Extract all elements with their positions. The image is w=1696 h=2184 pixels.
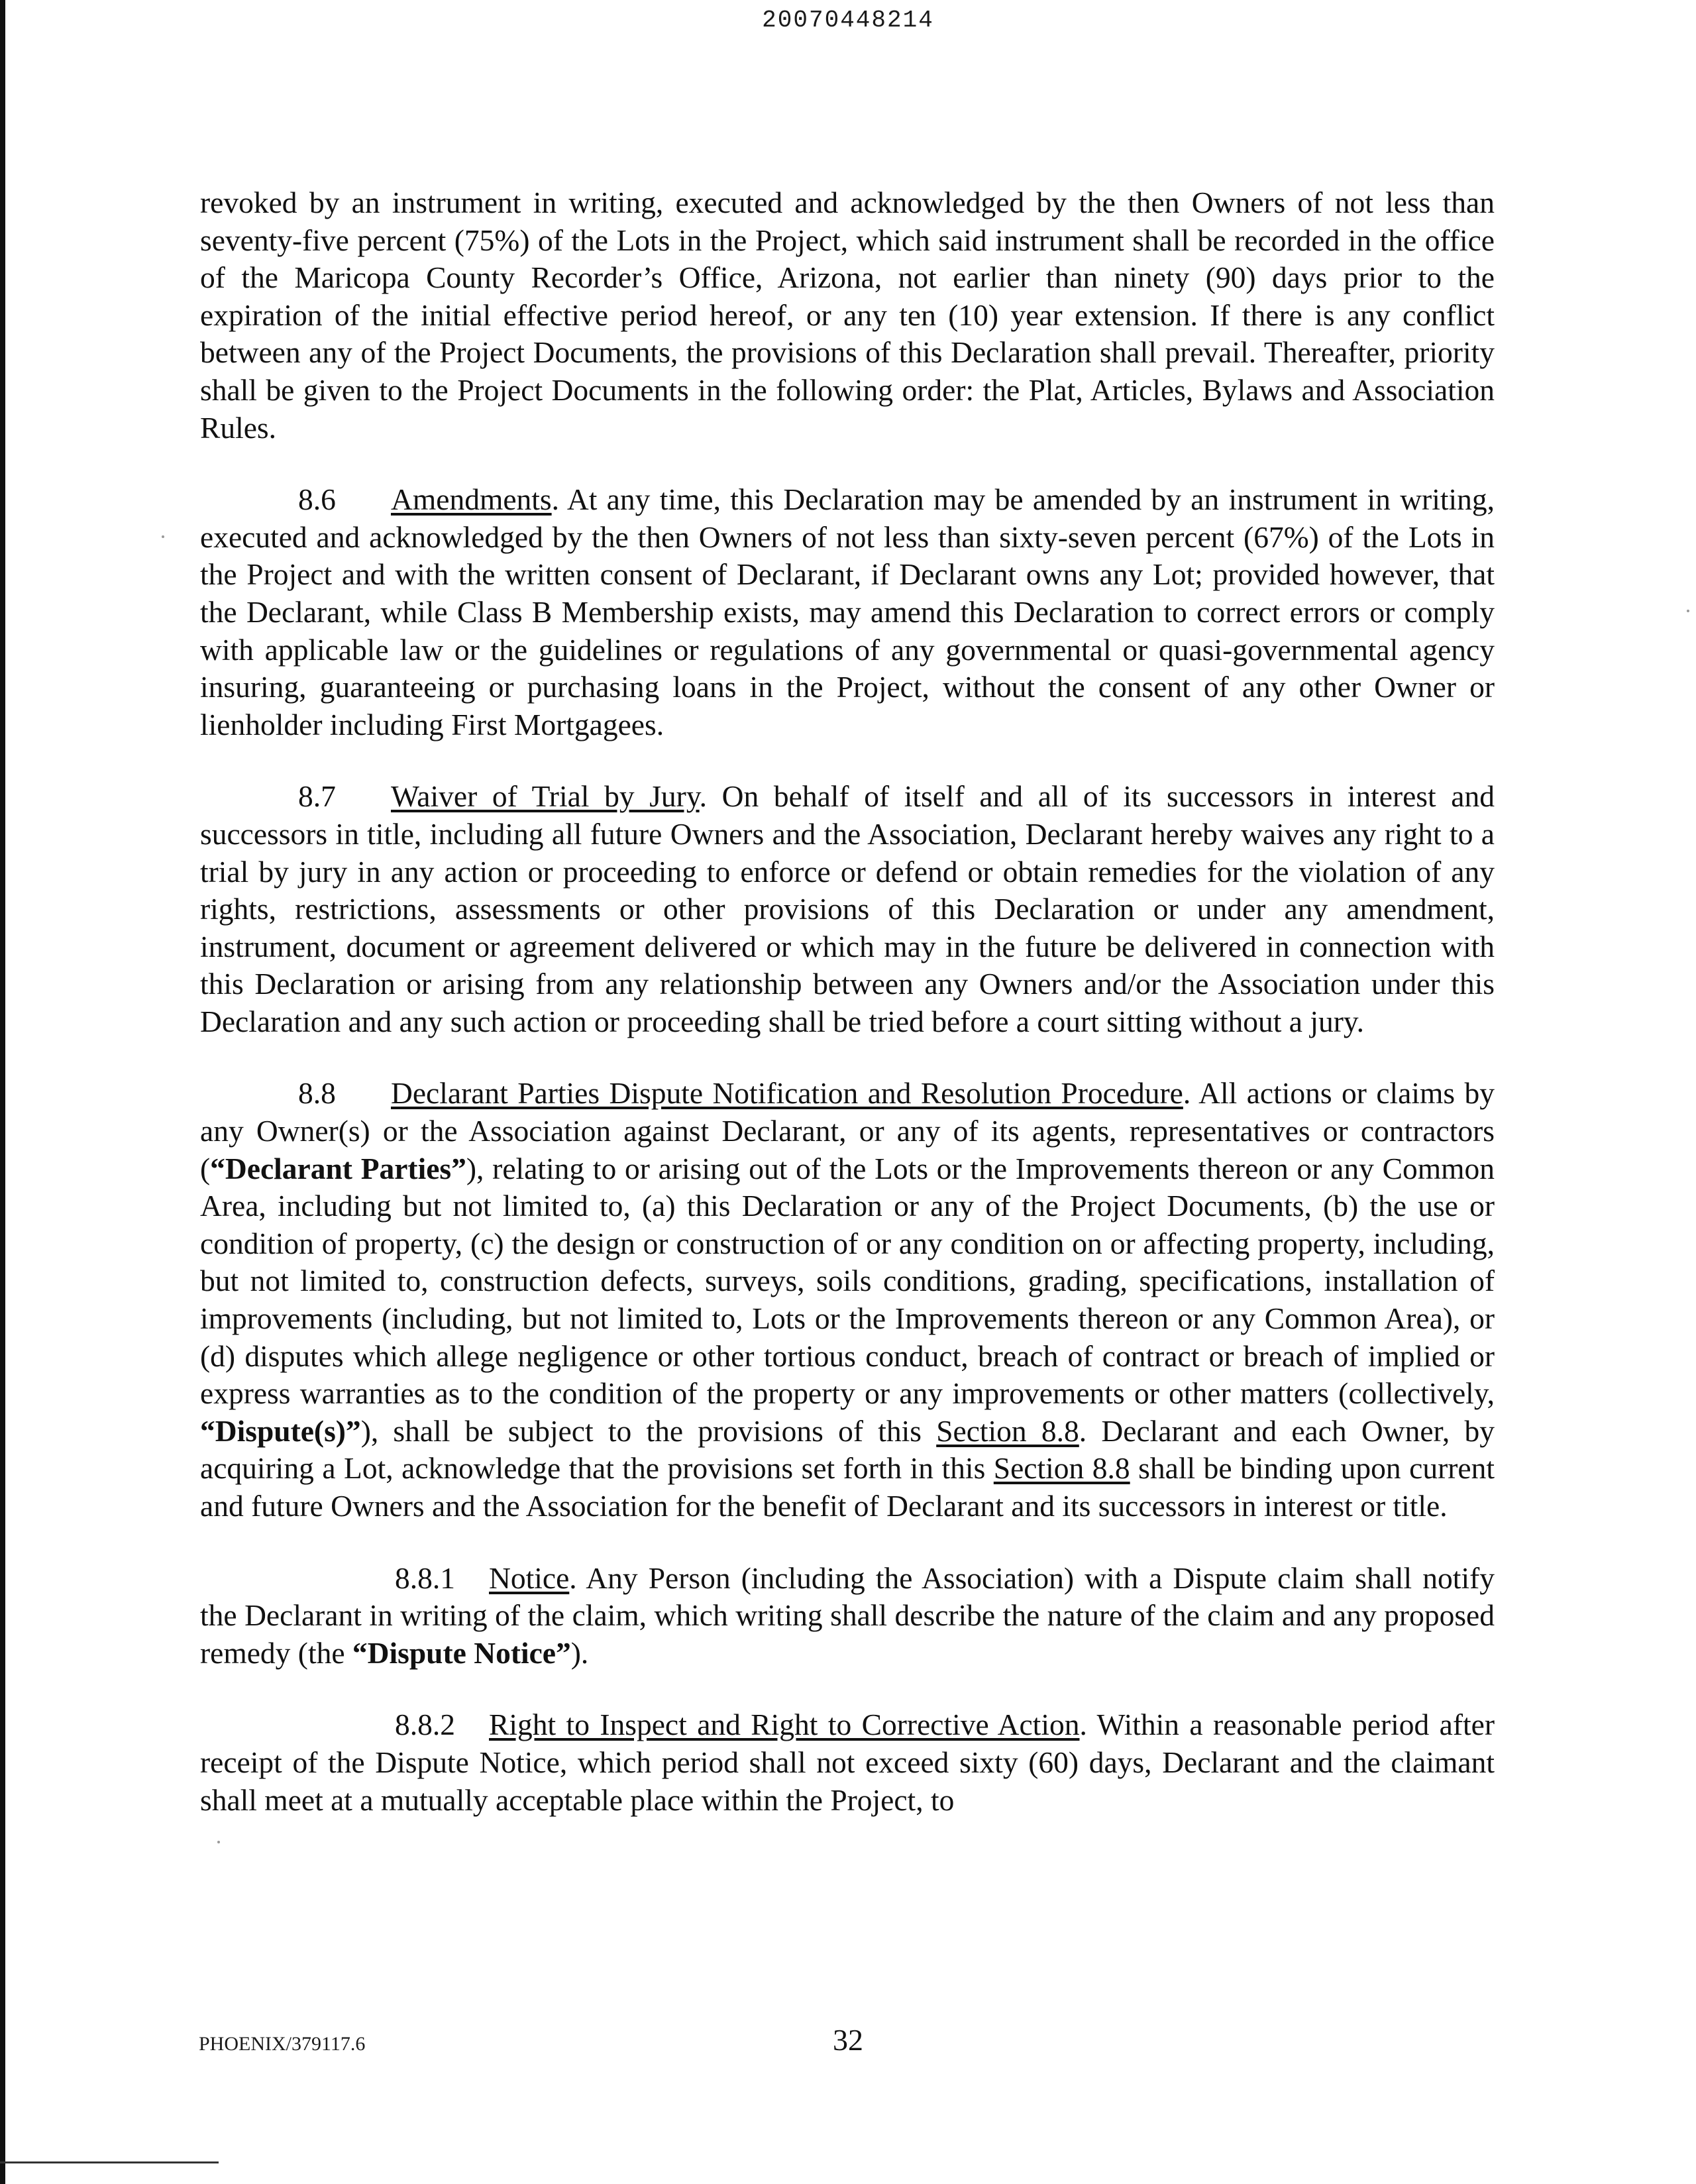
defined-term: “Dispute(s)” — [200, 1413, 361, 1448]
section-heading: Declarant Parties Dispute Notification and Resolution Procedure — [391, 1076, 1183, 1111]
section-8-8-1 — [200, 1560, 1495, 1672]
scan-speck — [217, 1841, 220, 1843]
section-heading: Right to Inspect and Right to Corrective Action — [489, 1708, 1080, 1742]
section-text: . On behalf of itself and all of its successors in interest and successors in title, including all future Owners and the Association, Declarant hereby waives any right to a trial by jury in any action or proceeding to enforce or defend or obtain remedies for the violation of any rights, restrictions, assessments or other provisions of this Declaration or under any amendment, instrument, document or agreement delivered or which may in the future be delivered in connection with this Declaration or arising from any relationship between any Owners and/or the Association under this Declaration and any such action or proceeding shall be tried before a court sitting without a jury. — [200, 779, 1495, 1038]
defined-term: “Dispute Notice” — [352, 1635, 571, 1670]
section-text: shall be binding upon current and future Owners and the Association for the benefit of Declarant and its successors in interest or title. — [200, 1451, 1495, 1523]
document-body — [200, 184, 1495, 1819]
scan-speck — [162, 535, 164, 538]
defined-term: “Declarant Parties” — [210, 1151, 466, 1185]
section-text: . Declarant and each Owner, by acquiring a Lot, acknowledge that the provisions set forth in this — [200, 1413, 1495, 1486]
paragraph-text: revoked by an instrument in writing, executed and acknowledged by the then Owners of not less than seventy-five percent (75%) of the Lots in the Project, which said instrument shall be recorded in the office of the Maricopa County Recorder’s Office, Arizona, not earlier than ninety (90) days prior to the expiration of the initial effective period hereof, or any ten (10) year extension. If there is any conflict between any of the Project Documents, the provisions of this Declaration shall prevail. Thereafter, priority shall be given to the Project Documents in the following order: the Plat, Articles, Bylaws and Association Rules. — [200, 186, 1495, 445]
section-8-8 — [200, 1075, 1495, 1525]
section-heading: Notice — [489, 1560, 570, 1595]
recording-number: 20070448214 — [762, 7, 934, 34]
footer-document-id: PHOENIX/379117.6 — [199, 2033, 366, 2055]
page-number: 32 — [833, 2023, 863, 2057]
section-number: 8.8 — [298, 1076, 336, 1111]
section-reference: Section 8.8 — [936, 1413, 1079, 1448]
section-heading: Waiver of Trial by Jury — [391, 779, 700, 814]
section-text: . At any time, this Declaration may be amended by an instrument in writing, executed and acknowledged by the then Owners of not less than sixty-seven percent (67%) of the Lots in the Project and with the written consent of Declarant, if Declarant owns any Lot; provided however, that the Declarant, while Class B Membership exists, may amend this Declaration to correct errors or comply with applicable law or the guidelines or regulations of any governmental or quasi-governmental agency insuring, guaranteeing or purchasing loans in the Project, without the consent of any other Owner or lienholder including First Mortgagees. — [200, 482, 1495, 741]
section-text: ), relating to or arising out of the Lots or the Improvements thereon or any Common Area, including but not limited to, (a) this Declaration or any of the Project Documents, (b) the use or condition of property, (c) the design or construction of or any condition on or affecting property, including, but not limited to, construction defects, surveys, soils conditions, grading, specifications, installation of improvements (including, but not limited to, Lots or the Improvements thereon or any Common Area), or (d) disputes which allege negligence or other tortious conduct, breach of contract or breach of implied or express warranties as to the condition of the property or any improvements or other matters (collectively, — [200, 1151, 1495, 1411]
section-8-7 — [200, 778, 1495, 1040]
section-reference: Section 8.8 — [993, 1451, 1130, 1486]
section-text: . Any Person (including the Association) with a Dispute claim shall notify the Declarant in writing of the claim, which writing shall describe the nature of the claim and any proposed remedy (the — [200, 1560, 1495, 1670]
section-8-8-2 — [200, 1706, 1495, 1819]
paragraph-continuation — [200, 184, 1495, 447]
section-number: 8.8.2 — [395, 1708, 455, 1742]
scan-left-edge — [0, 0, 5, 2184]
scan-speck — [1687, 610, 1689, 612]
section-text: . All actions or claims by any Owner(s) or the Association against Declarant, or any of its agents, representatives or contractors ( — [200, 1076, 1495, 1185]
section-text: ). — [570, 1635, 589, 1670]
section-number: 8.7 — [298, 779, 336, 814]
scan-bottom-rule — [0, 2161, 219, 2163]
section-8-6 — [200, 481, 1495, 743]
section-number: 8.6 — [298, 482, 336, 517]
section-text: ), shall be subject to the provisions of this — [360, 1413, 937, 1448]
section-number: 8.8.1 — [395, 1560, 455, 1595]
section-text: . Within a reasonable period after receipt of the Dispute Notice, which period shall not exceed sixty (60) days, Declarant and the claimant shall meet at a mutually acceptable place within the Project, to — [200, 1708, 1495, 1817]
section-heading: Amendments — [391, 482, 552, 517]
